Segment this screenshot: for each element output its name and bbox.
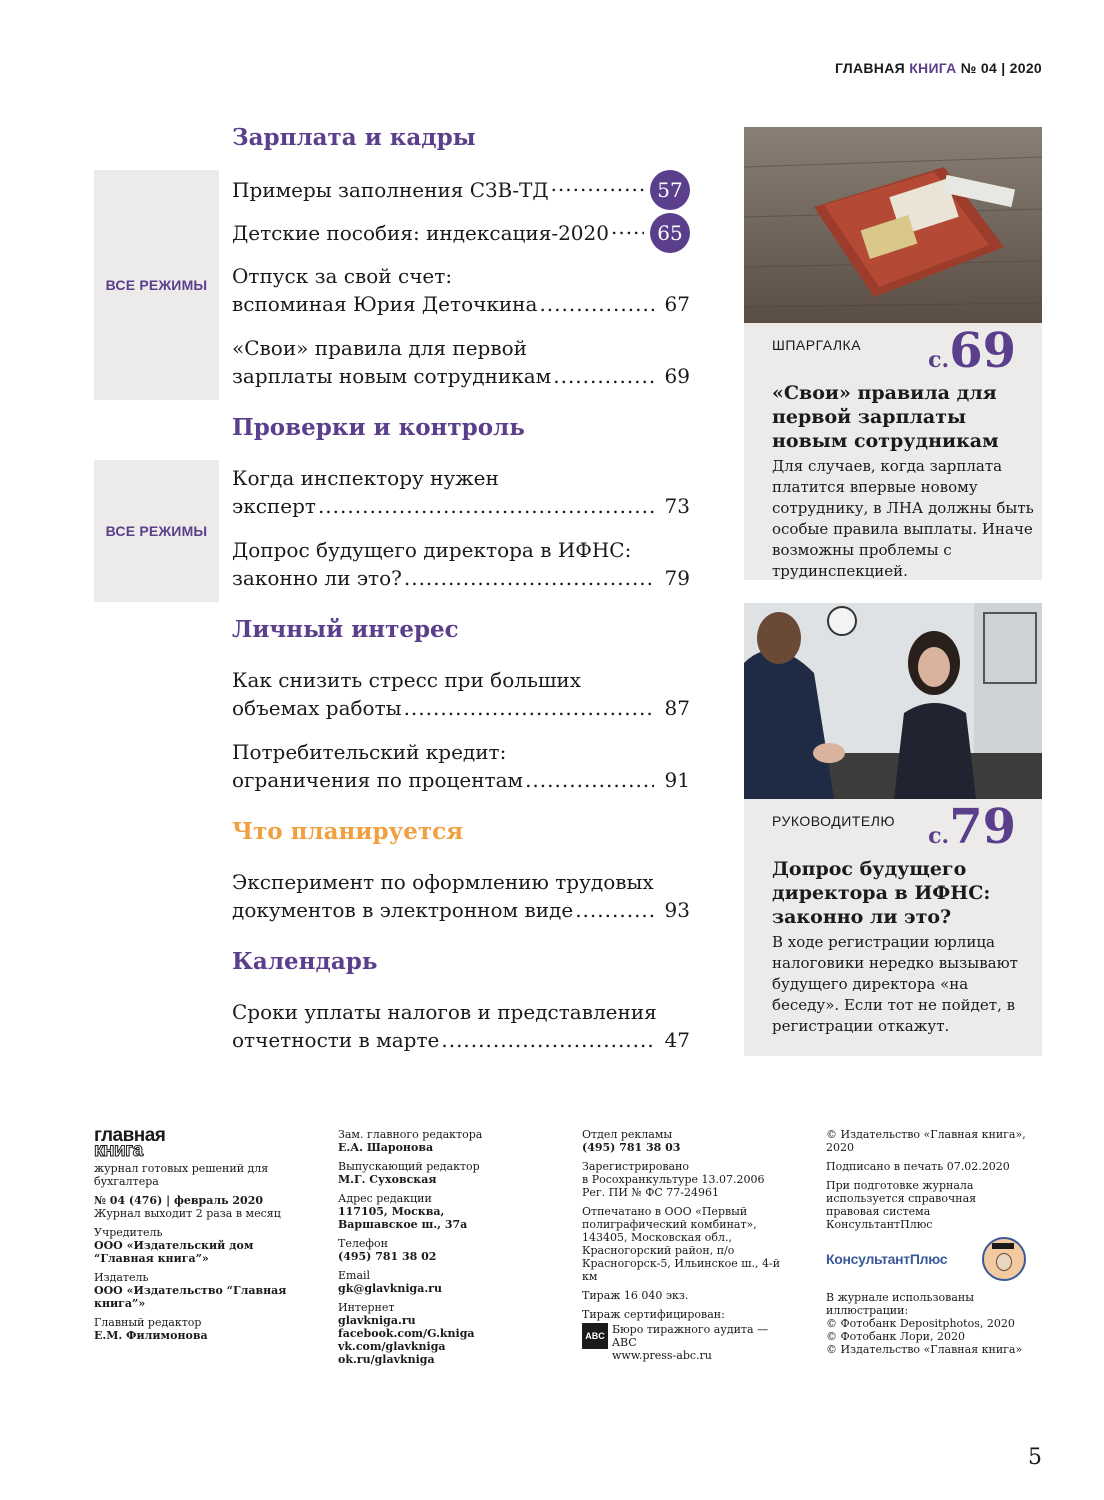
toc-entry-title: Отпуск за свой счет: bbox=[232, 264, 453, 288]
toc-entry[interactable] bbox=[232, 536, 690, 592]
toc-entry-title: Потребительский кредит: bbox=[232, 740, 507, 764]
photo-credit: © Фотобанк Depositphotos, 2020 bbox=[826, 1317, 1015, 1330]
publisher-label: Издатель bbox=[94, 1271, 149, 1284]
toc-entry[interactable] bbox=[232, 213, 690, 253]
phone[interactable]: (495) 781 38 02 bbox=[338, 1250, 437, 1263]
toc-entry[interactable] bbox=[232, 868, 690, 924]
web-link[interactable]: ok.ru/glavkniga bbox=[338, 1353, 435, 1366]
page-number: 87 bbox=[664, 696, 690, 720]
copyright: © Издательство «Главная книга», 2020 bbox=[826, 1128, 1026, 1154]
section-title: Личный интерес bbox=[232, 616, 459, 643]
logo-line-1: главная bbox=[94, 1125, 166, 1146]
page-prefix: с. bbox=[928, 347, 950, 373]
deputy-editor: Е.А. Шаронова bbox=[338, 1141, 434, 1154]
legal-system-note: При подготовке журнала используется справочная правовая система КонсультантПлюс bbox=[826, 1179, 977, 1231]
bureau-site[interactable]: www.press-abc.ru bbox=[612, 1349, 712, 1362]
toc-entry-title-line2: документов в электронном виде bbox=[232, 898, 574, 922]
feature-page-number: 79 bbox=[949, 799, 1016, 855]
toc-entry-title: Когда инспектору нужен bbox=[232, 466, 499, 490]
email-link[interactable]: gk@glavkniga.ru bbox=[338, 1282, 442, 1295]
page-number: 79 bbox=[664, 566, 690, 590]
section-title: Календарь bbox=[232, 948, 378, 975]
toc-entry[interactable] bbox=[232, 262, 690, 318]
section-title: Зарплата и кадры bbox=[232, 124, 476, 151]
certified-label: Тираж сертифицирован: bbox=[582, 1308, 725, 1321]
toc-entry-title: Сроки уплаты налогов и представления bbox=[232, 1000, 657, 1024]
address-line-1: 117105, Москва, bbox=[338, 1205, 445, 1218]
running-header bbox=[835, 60, 1042, 76]
toc-entry[interactable] bbox=[232, 998, 690, 1054]
web-label: Интернет bbox=[338, 1301, 395, 1314]
founder: ООО «Издательский дом “Главная книга”» bbox=[94, 1239, 254, 1265]
abc-cert bbox=[582, 1323, 782, 1362]
issue-number: № 04 (476) | февраль 2020 bbox=[94, 1194, 264, 1207]
section-title: Что планируется bbox=[232, 818, 464, 845]
registration-line-1: Зарегистрировано bbox=[582, 1160, 690, 1173]
toc-entry-title: Примеры заполнения СЗВ-ТД bbox=[232, 178, 549, 202]
section-title: Проверки и контроль bbox=[232, 414, 525, 441]
magazine-logo bbox=[94, 1125, 294, 1161]
printing-info: Отпечатано в ООО «Первый полиграфический комбинат», 143405, Московская обл., Красногорский район, п/о Красногорск-5, Ильинское ш., 4-й км bbox=[582, 1205, 781, 1283]
feature-title: Допрос будущего директора в ИФНС: законно ли это? bbox=[772, 858, 991, 928]
feature-info bbox=[744, 799, 1042, 1056]
imprint-col-3 bbox=[582, 1128, 782, 1362]
toc-entry-title-line2: законно ли это? bbox=[232, 566, 402, 590]
mode-box bbox=[94, 460, 219, 602]
header-brand: ГЛАВНАЯ bbox=[834, 60, 905, 76]
web-link[interactable]: vk.com/glavkniga bbox=[338, 1340, 446, 1353]
toc-entry-title: Допрос будущего директора в ИФНС: bbox=[232, 538, 632, 562]
page-number: 91 bbox=[664, 768, 690, 792]
page-number: 47 bbox=[664, 1028, 690, 1052]
page-number: 69 bbox=[664, 364, 690, 388]
page-badge: 57 bbox=[650, 170, 690, 210]
feature-rubric: РУКОВОДИТЕЛЮ bbox=[772, 813, 896, 829]
toc-entry[interactable] bbox=[232, 334, 690, 390]
feature-page-number: 69 bbox=[949, 323, 1016, 379]
registration-line-2: в Росохранкультуре 13.07.2006 bbox=[582, 1173, 765, 1186]
page-number-footer: 5 bbox=[1028, 1445, 1042, 1470]
editor-label: Главный редактор bbox=[94, 1316, 202, 1329]
toc-entry[interactable] bbox=[232, 666, 690, 722]
email-label: Email bbox=[338, 1269, 371, 1282]
ads-label: Отдел рекламы bbox=[582, 1128, 673, 1141]
interview-photo bbox=[744, 603, 1042, 799]
address-line-2: Варшавское ш., 37а bbox=[338, 1218, 468, 1231]
feature-text: Для случаев, когда зарплата платится впервые новому сотруднику, в ЛНА должны быть особые правила выплаты. Иначе возможны проблемы с трудинспекцией. bbox=[772, 457, 1034, 580]
feature-info bbox=[744, 323, 1042, 580]
ads-phone[interactable]: (495) 781 38 03 bbox=[582, 1141, 681, 1154]
toc-entry-title: «Свои» правила для первой bbox=[232, 336, 527, 360]
mode-label: ВСЕ РЕЖИМЫ bbox=[105, 277, 208, 293]
imprint-col-1 bbox=[94, 1125, 294, 1342]
feature-title: «Свои» правила для первой зарплаты новым сотрудникам bbox=[772, 382, 999, 452]
page-number: 67 bbox=[664, 292, 690, 316]
toc-entry[interactable] bbox=[232, 738, 690, 794]
founder-label: Учредитель bbox=[94, 1226, 163, 1239]
editor: Е.М. Филимонова bbox=[94, 1329, 208, 1342]
feature-card[interactable] bbox=[744, 603, 1042, 1056]
address-label: Адрес редакции bbox=[338, 1192, 432, 1205]
toc-entry-title-line2: объемах работы bbox=[232, 696, 402, 720]
abc-logo-icon: ABC bbox=[582, 1323, 608, 1349]
consultant-logo bbox=[826, 1237, 1026, 1281]
toc-entry-title-line2: ограничения по процентам bbox=[232, 768, 524, 792]
imprint-col-2 bbox=[338, 1128, 548, 1366]
toc-entry-title: Детские пособия: индексация-2020 bbox=[232, 221, 609, 245]
imprint-col-4 bbox=[826, 1128, 1026, 1356]
bureau-name: Бюро тиражного аудита — ABC bbox=[612, 1323, 769, 1349]
illustrations-label: В журнале использованы иллюстрации: bbox=[826, 1291, 974, 1317]
toc-entry[interactable] bbox=[232, 464, 690, 520]
web-link[interactable]: facebook.com/G.kniga bbox=[338, 1327, 475, 1340]
page-badge: 65 bbox=[650, 213, 690, 253]
page-prefix: с. bbox=[928, 823, 950, 849]
registration-line-3: Рег. ПИ № ФС 77-24961 bbox=[582, 1186, 720, 1199]
publisher: ООО «Издательство “Главная книга”» bbox=[94, 1284, 287, 1310]
signed-date: Подписано в печать 07.02.2020 bbox=[826, 1160, 1010, 1173]
toc-entry-title-line2: вспоминая Юрия Деточкина bbox=[232, 292, 538, 316]
release-editor: М.Г. Суховская bbox=[338, 1173, 437, 1186]
tagline: журнал готовых решений для бухгалтера bbox=[94, 1162, 269, 1188]
toc-entry-title-line2: зарплаты новым сотрудникам bbox=[232, 364, 552, 388]
circulation: Тираж 16 040 экз. bbox=[582, 1289, 689, 1302]
toc-entry[interactable] bbox=[232, 170, 690, 210]
feature-rubric: ШПАРГАЛКА bbox=[772, 337, 862, 353]
web-link[interactable]: glavkniga.ru bbox=[338, 1314, 416, 1327]
feature-page bbox=[928, 799, 1016, 855]
feature-text: В ходе регистрации юрлица налоговики нередко вызывают будущего директора «на беседу». Если тот не пойдет, в регистрации откажут. bbox=[772, 933, 1018, 1035]
mode-box bbox=[94, 170, 219, 400]
issue-info bbox=[94, 1194, 294, 1207]
consultant-logo-text: КонсультантПлюс bbox=[826, 1250, 948, 1267]
toc-entry-title-line2: эксперт bbox=[232, 494, 316, 518]
toc-entry-title-line2: отчетности в марте bbox=[232, 1028, 440, 1052]
logo-line-2: книга bbox=[94, 1140, 143, 1161]
frequency: Журнал выходит 2 раза в месяц bbox=[94, 1207, 281, 1220]
photo-credit: © Издательство «Главная книга» bbox=[826, 1343, 1023, 1356]
mode-label: ВСЕ РЕЖИМЫ bbox=[105, 523, 208, 539]
header-issue: № 04 | 2020 bbox=[960, 60, 1042, 76]
feature-card[interactable] bbox=[744, 127, 1042, 580]
scholar-icon bbox=[982, 1237, 1026, 1281]
page-number: 73 bbox=[664, 494, 690, 518]
deputy-label: Зам. главного редактора bbox=[338, 1128, 483, 1141]
toc-entry-title: Как снизить стресс при больших bbox=[232, 668, 582, 692]
wallet-photo bbox=[744, 127, 1042, 323]
photo-credit: © Фотобанк Лори, 2020 bbox=[826, 1330, 966, 1343]
phone-label: Телефон bbox=[338, 1237, 388, 1250]
feature-page bbox=[928, 323, 1016, 379]
release-label: Выпускающий редактор bbox=[338, 1160, 480, 1173]
header-brand-accent: КНИГА bbox=[909, 60, 957, 76]
page-number: 93 bbox=[664, 898, 690, 922]
toc-entry-title: Эксперимент по оформлению трудовых bbox=[232, 870, 654, 894]
